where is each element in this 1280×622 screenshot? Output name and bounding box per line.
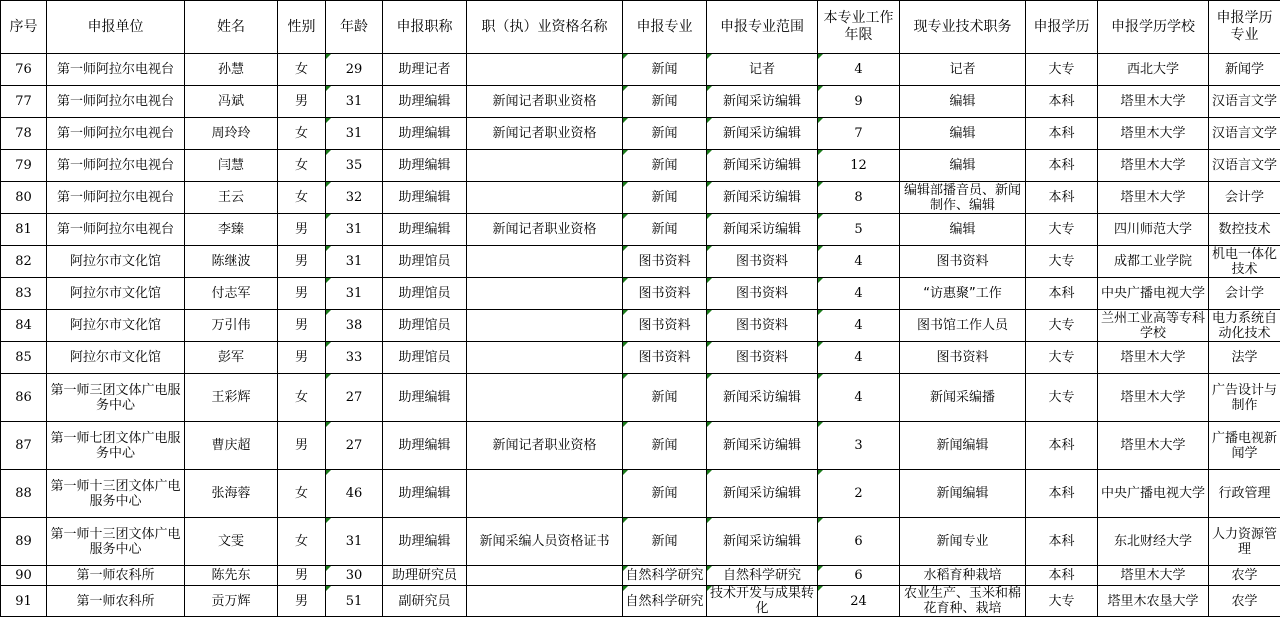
cell-title: 副研究员 — [383, 586, 467, 617]
cell-unit: 阿拉尔市文化馆 — [47, 342, 185, 374]
cell-major: 农学 — [1209, 586, 1280, 617]
cell-qualification — [467, 586, 623, 617]
cell-qualification — [467, 54, 623, 86]
cell-title: 助理馆员 — [383, 278, 467, 310]
cell-name: 彭军 — [185, 342, 278, 374]
cell-work-years: 4 — [818, 278, 900, 310]
cell-name: 张海蓉 — [185, 470, 278, 518]
cell-unit: 第一师农科所 — [47, 586, 185, 617]
cell-school: 中央广播电视大学 — [1098, 470, 1209, 518]
cell-specialty-scope: 新闻采访编辑 — [707, 118, 818, 150]
cell-school: 兰州工业高等专科学校 — [1098, 310, 1209, 342]
cell-unit: 第一师阿拉尔电视台 — [47, 150, 185, 182]
cell-specialty: 新闻 — [623, 422, 707, 470]
cell-unit: 阿拉尔市文化馆 — [47, 246, 185, 278]
cell-unit: 第一师阿拉尔电视台 — [47, 214, 185, 246]
cell-work-years: 4 — [818, 374, 900, 422]
cell-specialty-scope: 新闻采访编辑 — [707, 518, 818, 566]
cell-qualification — [467, 278, 623, 310]
cell-title: 助理研究员 — [383, 566, 467, 586]
cell-education: 大专 — [1026, 214, 1098, 246]
col-header-education: 申报学历 — [1026, 1, 1098, 54]
cell-school: 成都工业学院 — [1098, 246, 1209, 278]
cell-education: 大专 — [1026, 246, 1098, 278]
cell-index: 88 — [1, 470, 47, 518]
cell-work-years: 4 — [818, 342, 900, 374]
cell-qualification: 新闻记者职业资格 — [467, 422, 623, 470]
cell-title: 助理编辑 — [383, 214, 467, 246]
cell-title: 助理记者 — [383, 54, 467, 86]
col-header-unit: 申报单位 — [47, 1, 185, 54]
cell-qualification: 新闻记者职业资格 — [467, 86, 623, 118]
cell-index: 80 — [1, 182, 47, 214]
cell-age: 31 — [326, 214, 383, 246]
cell-index: 78 — [1, 118, 47, 150]
cell-education: 本科 — [1026, 182, 1098, 214]
cell-age: 30 — [326, 566, 383, 586]
cell-name: 孙慧 — [185, 54, 278, 86]
cell-education: 大专 — [1026, 342, 1098, 374]
cell-index: 91 — [1, 586, 47, 617]
cell-qualification — [467, 310, 623, 342]
table-row — [1, 86, 1280, 118]
col-header-specialty-scope: 申报专业范围 — [707, 1, 818, 54]
cell-work-years: 3 — [818, 422, 900, 470]
cell-age: 33 — [326, 342, 383, 374]
cell-title: 助理编辑 — [383, 518, 467, 566]
cell-specialty: 新闻 — [623, 214, 707, 246]
cell-specialty-scope: 图书资料 — [707, 310, 818, 342]
cell-work-years: 6 — [818, 518, 900, 566]
cell-index: 76 — [1, 54, 47, 86]
cell-age: 27 — [326, 422, 383, 470]
col-header-qualification: 职（执）业资格名称 — [467, 1, 623, 54]
cell-qualification: 新闻记者职业资格 — [467, 214, 623, 246]
table-row — [1, 182, 1280, 214]
cell-gender: 女 — [278, 150, 326, 182]
cell-unit: 第一师三团文体广电服务中心 — [47, 374, 185, 422]
cell-name: 曹庆超 — [185, 422, 278, 470]
col-header-gender: 性别 — [278, 1, 326, 54]
cell-qualification: 新闻记者职业资格 — [467, 118, 623, 150]
cell-education: 本科 — [1026, 86, 1098, 118]
cell-gender: 女 — [278, 518, 326, 566]
cell-age: 38 — [326, 310, 383, 342]
cell-specialty: 新闻 — [623, 518, 707, 566]
cell-current-position: 编辑部播音员、新闻制作、编辑 — [900, 182, 1026, 214]
cell-current-position: 图书资料 — [900, 246, 1026, 278]
cell-school: 东北财经大学 — [1098, 518, 1209, 566]
cell-current-position: 新闻编辑 — [900, 422, 1026, 470]
cell-specialty: 图书资料 — [623, 342, 707, 374]
cell-specialty: 新闻 — [623, 470, 707, 518]
cell-index: 90 — [1, 566, 47, 586]
cell-major: 会计学 — [1209, 182, 1280, 214]
cell-school: 塔里木农垦大学 — [1098, 586, 1209, 617]
cell-gender: 男 — [278, 86, 326, 118]
cell-school: 塔里木大学 — [1098, 374, 1209, 422]
cell-work-years: 9 — [818, 86, 900, 118]
cell-qualification — [467, 470, 623, 518]
cell-current-position: 图书馆工作人员 — [900, 310, 1026, 342]
cell-work-years: 4 — [818, 310, 900, 342]
cell-work-years: 5 — [818, 214, 900, 246]
cell-unit: 第一师七团文体广电服务中心 — [47, 422, 185, 470]
cell-education: 本科 — [1026, 566, 1098, 586]
table-row — [1, 342, 1280, 374]
cell-specialty-scope: 图书资料 — [707, 246, 818, 278]
cell-specialty-scope: 新闻采访编辑 — [707, 422, 818, 470]
cell-name: 闫慧 — [185, 150, 278, 182]
cell-gender: 女 — [278, 470, 326, 518]
table-row — [1, 422, 1280, 470]
cell-major: 法学 — [1209, 342, 1280, 374]
cell-gender: 男 — [278, 566, 326, 586]
cell-specialty-scope: 新闻采访编辑 — [707, 182, 818, 214]
col-header-index: 序号 — [1, 1, 47, 54]
cell-title: 助理编辑 — [383, 182, 467, 214]
cell-name: 贡万辉 — [185, 586, 278, 617]
cell-education: 本科 — [1026, 278, 1098, 310]
cell-major: 农学 — [1209, 566, 1280, 586]
cell-work-years: 4 — [818, 246, 900, 278]
cell-work-years: 2 — [818, 470, 900, 518]
cell-unit: 第一师阿拉尔电视台 — [47, 118, 185, 150]
cell-age: 51 — [326, 586, 383, 617]
cell-name: 王云 — [185, 182, 278, 214]
cell-school: 塔里木大学 — [1098, 422, 1209, 470]
table-row — [1, 586, 1280, 617]
cell-unit: 第一师阿拉尔电视台 — [47, 86, 185, 118]
cell-major: 新闻学 — [1209, 54, 1280, 86]
cell-specialty-scope: 图书资料 — [707, 278, 818, 310]
cell-school: 塔里木大学 — [1098, 118, 1209, 150]
cell-specialty: 新闻 — [623, 150, 707, 182]
cell-education: 大专 — [1026, 54, 1098, 86]
table-row — [1, 374, 1280, 422]
cell-major: 电力系统自动化技术 — [1209, 310, 1280, 342]
cell-gender: 男 — [278, 342, 326, 374]
cell-index: 79 — [1, 150, 47, 182]
cell-specialty-scope: 新闻采访编辑 — [707, 374, 818, 422]
table-row — [1, 150, 1280, 182]
cell-age: 31 — [326, 278, 383, 310]
cell-major: 会计学 — [1209, 278, 1280, 310]
cell-index: 77 — [1, 86, 47, 118]
cell-gender: 女 — [278, 182, 326, 214]
cell-major: 汉语言文学 — [1209, 150, 1280, 182]
cell-current-position: 编辑 — [900, 86, 1026, 118]
cell-title: 助理编辑 — [383, 86, 467, 118]
cell-specialty: 新闻 — [623, 182, 707, 214]
cell-gender: 女 — [278, 54, 326, 86]
cell-education: 本科 — [1026, 422, 1098, 470]
col-header-work-years: 本专业工作年限 — [818, 1, 900, 54]
cell-specialty-scope: 新闻采访编辑 — [707, 150, 818, 182]
header-row — [1, 1, 1280, 54]
table-row — [1, 118, 1280, 150]
cell-work-years: 4 — [818, 54, 900, 86]
cell-title: 助理编辑 — [383, 150, 467, 182]
cell-title: 助理馆员 — [383, 342, 467, 374]
cell-gender: 女 — [278, 118, 326, 150]
cell-major: 人力资源管理 — [1209, 518, 1280, 566]
cell-unit: 第一师阿拉尔电视台 — [47, 182, 185, 214]
cell-title: 助理编辑 — [383, 374, 467, 422]
cell-education: 大专 — [1026, 586, 1098, 617]
cell-unit: 第一师阿拉尔电视台 — [47, 54, 185, 86]
cell-qualification — [467, 374, 623, 422]
cell-education: 本科 — [1026, 470, 1098, 518]
col-header-age: 年龄 — [326, 1, 383, 54]
cell-specialty: 自然科学研究 — [623, 586, 707, 617]
cell-specialty: 新闻 — [623, 86, 707, 118]
cell-school: 塔里木大学 — [1098, 342, 1209, 374]
cell-title: 助理馆员 — [383, 246, 467, 278]
cell-name: 陈继波 — [185, 246, 278, 278]
cell-age: 32 — [326, 182, 383, 214]
cell-index: 86 — [1, 374, 47, 422]
cell-index: 83 — [1, 278, 47, 310]
cell-qualification — [467, 566, 623, 586]
cell-gender: 男 — [278, 278, 326, 310]
cell-age: 46 — [326, 470, 383, 518]
cell-specialty-scope: 记者 — [707, 54, 818, 86]
table-row — [1, 278, 1280, 310]
cell-unit: 第一师十三团文体广电服务中心 — [47, 518, 185, 566]
cell-gender: 女 — [278, 374, 326, 422]
cell-specialty: 图书资料 — [623, 278, 707, 310]
cell-specialty: 图书资料 — [623, 246, 707, 278]
cell-school: 塔里木大学 — [1098, 86, 1209, 118]
cell-major: 广告设计与制作 — [1209, 374, 1280, 422]
cell-specialty-scope: 图书资料 — [707, 342, 818, 374]
cell-specialty: 新闻 — [623, 374, 707, 422]
cell-name: 付志军 — [185, 278, 278, 310]
cell-age: 31 — [326, 118, 383, 150]
cell-school: 塔里木大学 — [1098, 566, 1209, 586]
cell-title: 助理馆员 — [383, 310, 467, 342]
table-row — [1, 518, 1280, 566]
cell-qualification — [467, 246, 623, 278]
cell-current-position: 新闻专业 — [900, 518, 1026, 566]
cell-gender: 男 — [278, 214, 326, 246]
table-row — [1, 246, 1280, 278]
cell-school: 塔里木大学 — [1098, 150, 1209, 182]
cell-current-position: 农业生产、玉米和棉花育种、栽培 — [900, 586, 1026, 617]
cell-work-years: 24 — [818, 586, 900, 617]
cell-qualification: 新闻采编人员资格证书 — [467, 518, 623, 566]
cell-education: 本科 — [1026, 118, 1098, 150]
cell-major: 汉语言文学 — [1209, 118, 1280, 150]
cell-work-years: 12 — [818, 150, 900, 182]
cell-age: 31 — [326, 86, 383, 118]
col-header-name: 姓名 — [185, 1, 278, 54]
cell-major: 机电一体化技术 — [1209, 246, 1280, 278]
cell-gender: 男 — [278, 310, 326, 342]
cell-index: 87 — [1, 422, 47, 470]
cell-current-position: 编辑 — [900, 214, 1026, 246]
cell-work-years: 7 — [818, 118, 900, 150]
cell-title: 助理编辑 — [383, 422, 467, 470]
cell-qualification — [467, 150, 623, 182]
cell-specialty-scope: 技术开发与成果转化 — [707, 586, 818, 617]
cell-current-position: 图书资料 — [900, 342, 1026, 374]
cell-name: 李臻 — [185, 214, 278, 246]
cell-name: 万引伟 — [185, 310, 278, 342]
cell-age: 35 — [326, 150, 383, 182]
cell-current-position: 记者 — [900, 54, 1026, 86]
cell-current-position: 新闻编辑 — [900, 470, 1026, 518]
cell-name: 陈先东 — [185, 566, 278, 586]
col-header-title: 申报职称 — [383, 1, 467, 54]
cell-major: 广播电视新闻学 — [1209, 422, 1280, 470]
cell-specialty: 自然科学研究 — [623, 566, 707, 586]
cell-gender: 男 — [278, 246, 326, 278]
cell-name: 王彩辉 — [185, 374, 278, 422]
cell-specialty-scope: 自然科学研究 — [707, 566, 818, 586]
cell-index: 82 — [1, 246, 47, 278]
cell-index: 89 — [1, 518, 47, 566]
cell-work-years: 8 — [818, 182, 900, 214]
cell-age: 27 — [326, 374, 383, 422]
cell-major: 汉语言文学 — [1209, 86, 1280, 118]
table-row — [1, 54, 1280, 86]
cell-index: 84 — [1, 310, 47, 342]
cell-qualification — [467, 182, 623, 214]
col-header-current-position: 现专业技术职务 — [900, 1, 1026, 54]
cell-education: 本科 — [1026, 518, 1098, 566]
cell-qualification — [467, 342, 623, 374]
cell-current-position: 编辑 — [900, 118, 1026, 150]
cell-specialty: 新闻 — [623, 118, 707, 150]
cell-school: 四川师范大学 — [1098, 214, 1209, 246]
cell-unit: 阿拉尔市文化馆 — [47, 278, 185, 310]
cell-index: 81 — [1, 214, 47, 246]
cell-current-position: 新闻采编播 — [900, 374, 1026, 422]
cell-specialty-scope: 新闻采访编辑 — [707, 86, 818, 118]
cell-specialty-scope: 新闻采访编辑 — [707, 470, 818, 518]
cell-unit: 阿拉尔市文化馆 — [47, 310, 185, 342]
cell-gender: 男 — [278, 422, 326, 470]
table-row — [1, 214, 1280, 246]
table-row — [1, 566, 1280, 586]
col-header-school: 申报学历学校 — [1098, 1, 1209, 54]
cell-age: 31 — [326, 518, 383, 566]
cell-name: 周玲玲 — [185, 118, 278, 150]
cell-current-position: 编辑 — [900, 150, 1026, 182]
cell-school: 塔里木大学 — [1098, 182, 1209, 214]
cell-education: 大专 — [1026, 374, 1098, 422]
cell-gender: 男 — [278, 586, 326, 617]
cell-work-years: 6 — [818, 566, 900, 586]
cell-education: 本科 — [1026, 150, 1098, 182]
cell-specialty: 图书资料 — [623, 310, 707, 342]
cell-current-position: “访惠聚”工作 — [900, 278, 1026, 310]
cell-age: 31 — [326, 246, 383, 278]
cell-major: 数控技术 — [1209, 214, 1280, 246]
cell-specialty: 新闻 — [623, 54, 707, 86]
cell-title: 助理编辑 — [383, 118, 467, 150]
cell-current-position: 水稻育种栽培 — [900, 566, 1026, 586]
cell-title: 助理编辑 — [383, 470, 467, 518]
cell-education: 大专 — [1026, 310, 1098, 342]
cell-unit: 第一师农科所 — [47, 566, 185, 586]
cell-specialty-scope: 新闻采访编辑 — [707, 214, 818, 246]
cell-school: 西北大学 — [1098, 54, 1209, 86]
table-row — [1, 310, 1280, 342]
col-header-specialty: 申报专业 — [623, 1, 707, 54]
cell-age: 29 — [326, 54, 383, 86]
cell-unit: 第一师十三团文体广电服务中心 — [47, 470, 185, 518]
table-row — [1, 470, 1280, 518]
cell-index: 85 — [1, 342, 47, 374]
cell-major: 行政管理 — [1209, 470, 1280, 518]
col-header-major: 申报学历专业 — [1209, 1, 1280, 54]
cell-name: 文雯 — [185, 518, 278, 566]
cell-school: 中央广播电视大学 — [1098, 278, 1209, 310]
cell-name: 冯斌 — [185, 86, 278, 118]
